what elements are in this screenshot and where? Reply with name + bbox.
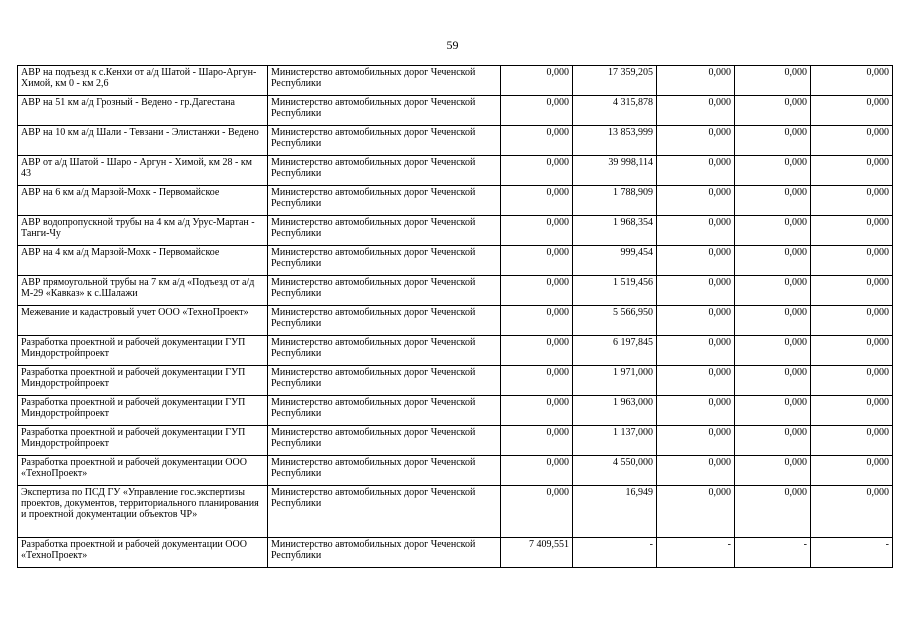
value-cell-2: 4 550,000 (573, 456, 657, 486)
value-cell-3: 0,000 (657, 96, 735, 126)
value-cell-3: 0,000 (657, 216, 735, 246)
table-row (18, 246, 893, 276)
value-cell-4: 0,000 (735, 336, 811, 366)
value-cell-1: 0,000 (501, 66, 573, 96)
value-cell-3: 0,000 (657, 156, 735, 186)
value-cell-3: 0,000 (657, 336, 735, 366)
value-cell-5: 0,000 (811, 246, 893, 276)
value-cell-2: 39 998,114 (573, 156, 657, 186)
work-name-cell: Разработка проектной и рабочей документации ГУП Миндорстройпроект (18, 366, 268, 396)
value-cell-1: 0,000 (501, 366, 573, 396)
organization-cell: Министерство автомобильных дорог Чеченской Республики (268, 486, 501, 538)
value-cell-1: 0,000 (501, 396, 573, 426)
value-cell-3: 0,000 (657, 426, 735, 456)
organization-cell: Министерство автомобильных дорог Чеченской Республики (268, 276, 501, 306)
value-cell-2: 4 315,878 (573, 96, 657, 126)
value-cell-3: 0,000 (657, 456, 735, 486)
value-cell-1: 0,000 (501, 126, 573, 156)
value-cell-2: 6 197,845 (573, 336, 657, 366)
value-cell-5: - (811, 538, 893, 568)
organization-cell: Министерство автомобильных дорог Чеченской Республики (268, 156, 501, 186)
value-cell-4: - (735, 538, 811, 568)
value-cell-2: 1 968,354 (573, 216, 657, 246)
table-row (18, 156, 893, 186)
table-row (18, 486, 893, 538)
table-row (18, 216, 893, 246)
organization-cell: Министерство автомобильных дорог Чеченской Республики (268, 126, 501, 156)
value-cell-4: 0,000 (735, 186, 811, 216)
value-cell-2: 1 788,909 (573, 186, 657, 216)
value-cell-1: 0,000 (501, 306, 573, 336)
budget-table (17, 65, 893, 568)
value-cell-2: 1 963,000 (573, 396, 657, 426)
value-cell-2: 1 971,000 (573, 366, 657, 396)
organization-cell: Министерство автомобильных дорог Чеченской Республики (268, 336, 501, 366)
value-cell-1: 0,000 (501, 276, 573, 306)
organization-cell: Министерство автомобильных дорог Чеченской Республики (268, 186, 501, 216)
value-cell-5: 0,000 (811, 276, 893, 306)
value-cell-4: 0,000 (735, 426, 811, 456)
work-name-cell: АВР на 10 км а/д Шали - Тевзани - Элистанжи - Ведено (18, 126, 268, 156)
work-name-cell: Разработка проектной и рабочей документации ООО «ТехноПроект» (18, 538, 268, 568)
value-cell-5: 0,000 (811, 396, 893, 426)
value-cell-3: 0,000 (657, 366, 735, 396)
value-cell-1: 0,000 (501, 486, 573, 538)
organization-cell: Министерство автомобильных дорог Чеченской Республики (268, 96, 501, 126)
value-cell-1: 0,000 (501, 426, 573, 456)
value-cell-4: 0,000 (735, 96, 811, 126)
value-cell-5: 0,000 (811, 336, 893, 366)
table-row (18, 336, 893, 366)
value-cell-5: 0,000 (811, 66, 893, 96)
value-cell-4: 0,000 (735, 396, 811, 426)
work-name-cell: АВР на 4 км а/д Марзой-Мохк - Первомайское (18, 246, 268, 276)
value-cell-5: 0,000 (811, 426, 893, 456)
value-cell-3: 0,000 (657, 486, 735, 538)
value-cell-2: 13 853,999 (573, 126, 657, 156)
value-cell-2: 1 519,456 (573, 276, 657, 306)
value-cell-1: 0,000 (501, 336, 573, 366)
value-cell-3: 0,000 (657, 66, 735, 96)
page-number: 59 (446, 38, 459, 52)
value-cell-4: 0,000 (735, 246, 811, 276)
value-cell-5: 0,000 (811, 96, 893, 126)
value-cell-4: 0,000 (735, 366, 811, 396)
work-name-cell: АВР на 51 км а/д Грозный - Ведено - гр.Дагестана (18, 96, 268, 126)
table-row (18, 126, 893, 156)
value-cell-4: 0,000 (735, 156, 811, 186)
value-cell-2: 17 359,205 (573, 66, 657, 96)
organization-cell: Министерство автомобильных дорог Чеченской Республики (268, 538, 501, 568)
value-cell-5: 0,000 (811, 126, 893, 156)
table-row (18, 96, 893, 126)
value-cell-4: 0,000 (735, 306, 811, 336)
work-name-cell: АВР от а/д Шатой - Шаро - Аргун - Химой, км 28 - км 43 (18, 156, 268, 186)
table-row (18, 456, 893, 486)
table-row (18, 538, 893, 568)
value-cell-5: 0,000 (811, 486, 893, 538)
work-name-cell: АВР на 6 км а/д Марзой-Мохк - Первомайское (18, 186, 268, 216)
work-name-cell: Разработка проектной и рабочей документации ООО «ТехноПроект» (18, 456, 268, 486)
table-row (18, 186, 893, 216)
value-cell-3: 0,000 (657, 276, 735, 306)
work-name-cell: Экспертиза по ПСД ГУ «Управление гос.экспертизы проектов, документов, территориального планирования и проектной документации объектов ЧР» (18, 486, 268, 538)
value-cell-5: 0,000 (811, 156, 893, 186)
value-cell-3: 0,000 (657, 186, 735, 216)
value-cell-1: 0,000 (501, 156, 573, 186)
value-cell-2: - (573, 538, 657, 568)
work-name-cell: АВР водопропускной трубы на 4 км а/д Урус-Мартан - Танги-Чу (18, 216, 268, 246)
value-cell-3: 0,000 (657, 306, 735, 336)
table-row (18, 396, 893, 426)
organization-cell: Министерство автомобильных дорог Чеченской Республики (268, 246, 501, 276)
table-row (18, 366, 893, 396)
table-row (18, 66, 893, 96)
value-cell-4: 0,000 (735, 126, 811, 156)
table-row (18, 306, 893, 336)
value-cell-4: 0,000 (735, 216, 811, 246)
organization-cell: Министерство автомобильных дорог Чеченской Республики (268, 426, 501, 456)
work-name-cell: Разработка проектной и рабочей документации ГУП Миндорстройпроект (18, 426, 268, 456)
value-cell-1: 0,000 (501, 96, 573, 126)
value-cell-2: 16,949 (573, 486, 657, 538)
work-name-cell: АВР прямоугольной трубы на 7 км а/д «Подъезд от а/д М-29 «Кавказ» к с.Шалажи (18, 276, 268, 306)
value-cell-1: 7 409,551 (501, 538, 573, 568)
organization-cell: Министерство автомобильных дорог Чеченской Республики (268, 396, 501, 426)
value-cell-3: 0,000 (657, 126, 735, 156)
value-cell-2: 5 566,950 (573, 306, 657, 336)
organization-cell: Министерство автомобильных дорог Чеченской Республики (268, 66, 501, 96)
value-cell-4: 0,000 (735, 66, 811, 96)
value-cell-3: - (657, 538, 735, 568)
organization-cell: Министерство автомобильных дорог Чеченской Республики (268, 216, 501, 246)
value-cell-5: 0,000 (811, 186, 893, 216)
value-cell-5: 0,000 (811, 456, 893, 486)
value-cell-1: 0,000 (501, 246, 573, 276)
organization-cell: Министерство автомобильных дорог Чеченской Республики (268, 306, 501, 336)
value-cell-3: 0,000 (657, 396, 735, 426)
work-name-cell: Разработка проектной и рабочей документации ГУП Миндорстройпроект (18, 396, 268, 426)
value-cell-1: 0,000 (501, 186, 573, 216)
work-name-cell: Межевание и кадастровый учет ООО «ТехноПроект» (18, 306, 268, 336)
work-name-cell: АВР на подъезд к с.Кенхи от а/д Шатой - Шаро-Аргун-Химой, км 0 - км 2,6 (18, 66, 268, 96)
work-name-cell: Разработка проектной и рабочей документации ГУП Миндорстройпроект (18, 336, 268, 366)
value-cell-5: 0,000 (811, 306, 893, 336)
table-row (18, 276, 893, 306)
organization-cell: Министерство автомобильных дорог Чеченской Республики (268, 456, 501, 486)
table-row (18, 426, 893, 456)
organization-cell: Министерство автомобильных дорог Чеченской Республики (268, 366, 501, 396)
value-cell-5: 0,000 (811, 366, 893, 396)
value-cell-1: 0,000 (501, 456, 573, 486)
value-cell-2: 1 137,000 (573, 426, 657, 456)
value-cell-5: 0,000 (811, 216, 893, 246)
value-cell-4: 0,000 (735, 456, 811, 486)
value-cell-3: 0,000 (657, 246, 735, 276)
value-cell-4: 0,000 (735, 276, 811, 306)
value-cell-1: 0,000 (501, 216, 573, 246)
value-cell-4: 0,000 (735, 486, 811, 538)
value-cell-2: 999,454 (573, 246, 657, 276)
